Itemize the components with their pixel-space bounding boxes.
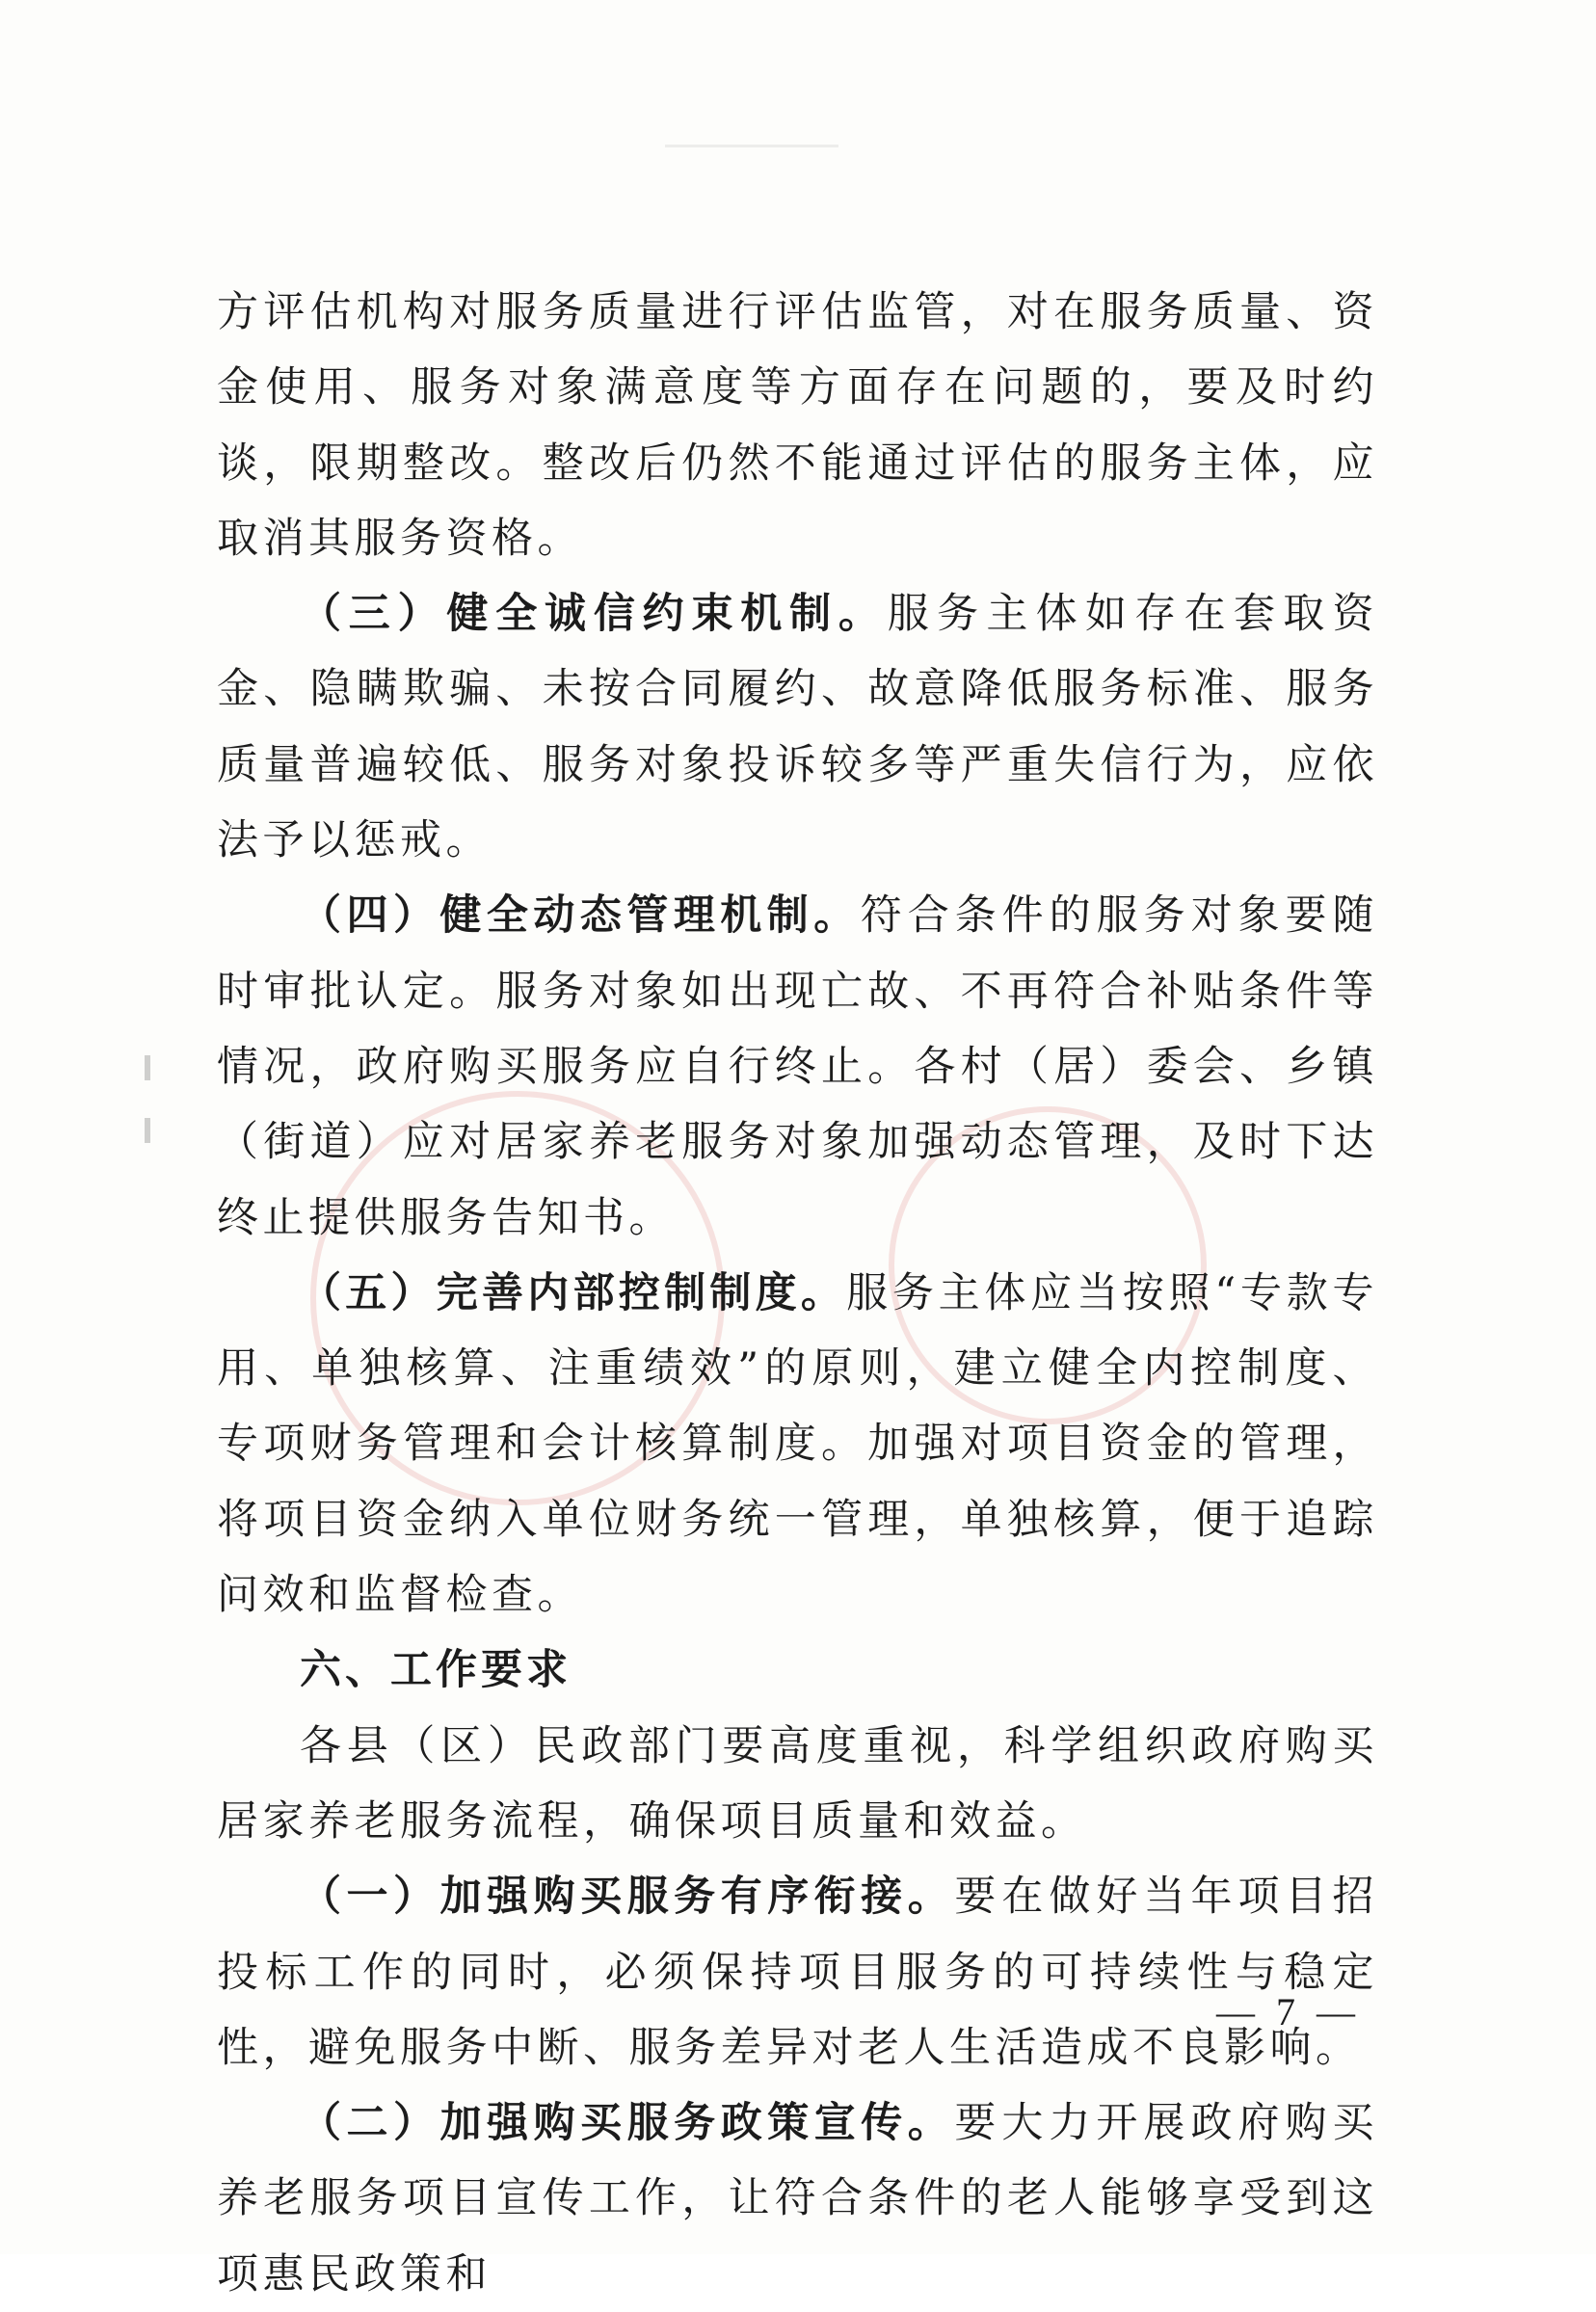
paragraph-heading: （三）健全诚信约束机制。 [300, 590, 888, 639]
paragraph-text: 要在做好当年项目招投标工作的同时，必须保持项目服务的可持续性与稳定性，避免服务中断、服务差异对老人生活造成不良影响。 [217, 1873, 1379, 2072]
paragraph-text: 各县（区）民政部门要高度重视，科学组织政府购买居家养老服务流程，确保项目质量和效益。 [217, 1721, 1378, 1846]
paragraph-heading: （四）健全动态管理机制。 [300, 891, 861, 941]
paragraph-text: 方评估机构对服务质量进行评估监管，对在服务质量、资金使用、服务对象满意度等方面存在问题的，要及时约谈，限期整改。整改后仍然不能通过评估的服务主体，应取消其服务资格。 [217, 288, 1378, 563]
document-body [217, 275, 1378, 2312]
paragraph [217, 878, 1378, 1255]
section-intro [217, 1709, 1378, 1860]
paragraph-text: 符合条件的服务对象要随时审批认定。服务对象如出现亡故、不再符合补贴条件等情况，政府购买服务应自行终止。各村（居）委会、乡镇（街道）应对居家养老服务对象加强动态管理，及时下达终止提供服务告知书。 [217, 891, 1379, 1242]
page-number: — 7 — [1216, 1990, 1361, 2033]
paragraph-heading: （二）加强购买服务政策宣传。 [300, 2099, 955, 2148]
paragraph-text: 服务主体如存在套取资金、隐瞒欺骗、未按合同履约、故意降低服务标准、服务质量普遍较低、服务对象投诉较多等严重失信行为，应依法予以惩戒。 [217, 590, 1379, 865]
paragraph-heading: （一）加强购买服务有序衔接。 [300, 1873, 955, 1922]
paragraph [217, 1859, 1378, 2086]
paragraph [217, 2086, 1378, 2312]
section-title: 六、工作要求 [300, 1646, 572, 1695]
paragraph-text: 服务主体应当按照“专款专用、单独核算、注重绩效”的原则，建立健全内控制度、专项财务管理和会计核算制度。加强对项目资金的管理，将项目资金纳入单位财务统一管理，单独核算，便于追踪问效和监督检查。 [217, 1268, 1379, 1620]
scan-smudge [665, 145, 838, 147]
scan-mark [145, 1055, 150, 1080]
paragraph [217, 576, 1378, 878]
paragraph [217, 1256, 1378, 1633]
paragraph [217, 275, 1378, 576]
paragraph-text: 要大力开展政府购买养老服务项目宣传工作，让符合条件的老人能够享受到这项惠民政策和 [217, 2099, 1379, 2299]
paragraph-heading: （五）完善内部控制制度。 [300, 1268, 847, 1317]
scan-mark [145, 1118, 150, 1143]
